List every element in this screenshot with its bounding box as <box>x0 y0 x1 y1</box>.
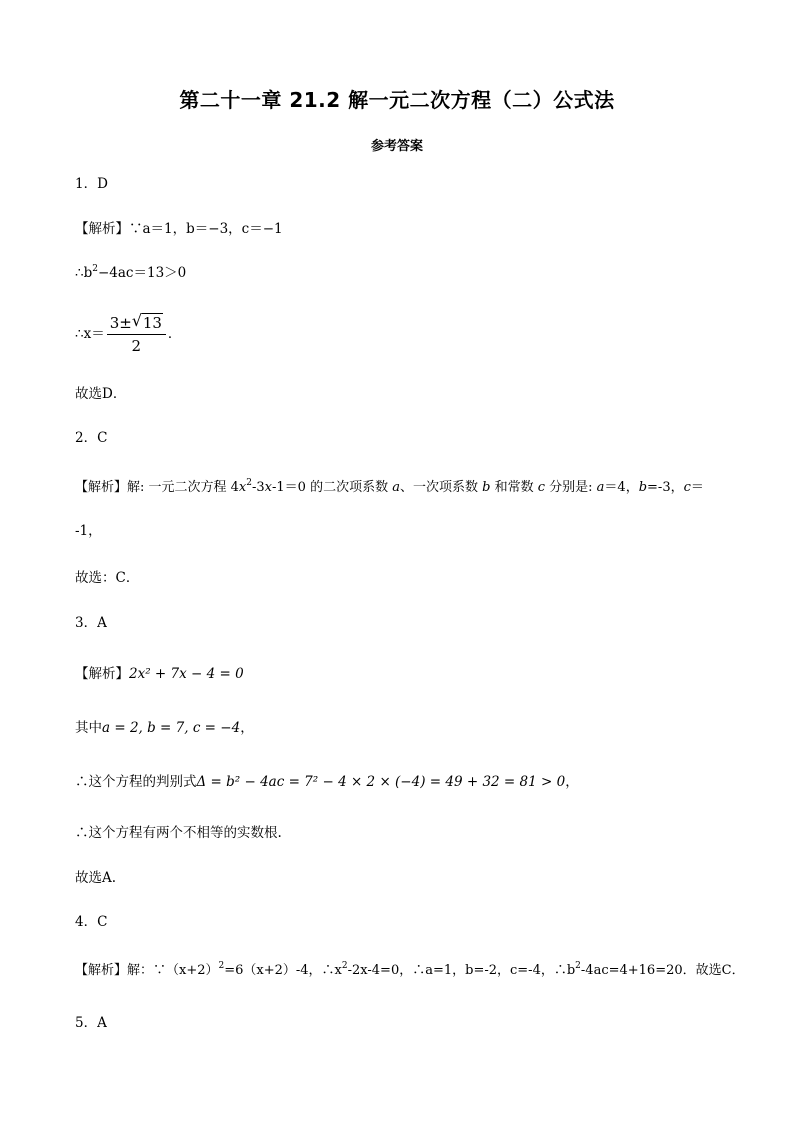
q3-disc-prefix: ∴这个方程的判别式 <box>75 774 197 790</box>
q1-root-suffix: ． <box>167 326 182 342</box>
q3-coeffs: a = 2, b = 7, c = −4 <box>102 720 241 736</box>
variable-b: b <box>482 480 491 495</box>
q1-disc-suffix: −4ac＝13＞0 <box>97 265 187 281</box>
fraction <box>107 311 166 355</box>
q2-text: 、一次项系数 <box>399 480 483 495</box>
q1-discriminant <box>75 263 186 283</box>
q4-answer: 4．C <box>75 914 108 930</box>
q3-coeffs-prefix: 其中 <box>75 720 102 736</box>
q4-text: -2x-4=0，∴a=1，b=-2，c=-4，∴b <box>347 963 576 978</box>
q3-roots: ∴这个方程有两个不相等的实数根. <box>75 825 282 841</box>
q2-answer: 2．C <box>75 430 108 446</box>
q3-equation: 2x² + 7x − 4 = 0 <box>129 666 244 682</box>
radicand: 13 <box>142 314 162 332</box>
q3-disc-formula: Δ = b² − 4ac = 7² − 4 × 2 × (−4) = 49 + 32 = 81 > 0 <box>196 774 566 790</box>
q1-given-values: ∵a＝1，b＝−3，c＝−1 <box>129 221 283 237</box>
analysis-label: 【解析】 <box>75 666 129 682</box>
q3-coefficients <box>75 718 254 738</box>
q1-root-prefix: ∴x＝ <box>75 326 105 342</box>
superscript: 2 <box>246 478 252 488</box>
q1-root-formula <box>75 311 182 355</box>
q3-equation-line <box>75 664 244 684</box>
q4-analysis <box>75 961 745 981</box>
page-title: 第二十一章 21.2 解一元二次方程（二）公式法 <box>179 88 615 112</box>
variable-c: c <box>683 480 691 495</box>
square-root: √ 13 <box>131 311 162 332</box>
variable-c: c <box>537 480 545 495</box>
superscript: 2 <box>218 961 225 971</box>
q2-text: ＝ <box>690 480 704 495</box>
page-subtitle: 参考答案 <box>370 139 423 154</box>
q3-conclusion: 故选A. <box>75 870 117 886</box>
superscript: 2 <box>341 961 348 971</box>
variable-b: b <box>638 480 648 495</box>
q2-text: 和常数 <box>490 480 538 495</box>
numerator-term: 3± <box>109 314 132 332</box>
variable-x: x <box>238 480 247 495</box>
q3-discriminant <box>75 772 579 792</box>
q2-text: -3 <box>252 480 265 495</box>
denominator: 2 <box>131 337 142 355</box>
variable-a: a <box>596 480 605 495</box>
analysis-label: 【解析】 <box>75 221 129 237</box>
q3-answer: 3．A <box>75 615 107 631</box>
q1-given <box>75 219 283 239</box>
q2-text: -1＝0 的二次项系数 <box>272 480 393 495</box>
q2-text: ＝4， <box>604 480 639 495</box>
superscript: 2 <box>92 264 98 274</box>
q1-conclusion: 故选D． <box>75 386 127 402</box>
q1-answer: 1．D <box>75 176 108 192</box>
q2-analysis-wrap: -1， <box>75 523 102 539</box>
q2-text: 分别是: <box>545 480 597 495</box>
variable-a: a <box>392 480 400 495</box>
q1-disc-prefix: ∴b <box>75 265 93 281</box>
q3-disc-suffix: ， <box>565 774 579 790</box>
q4-text: 【解析】解：∵（x+2） <box>75 963 219 978</box>
q2-text: 【解析】解: 一元二次方程 4 <box>75 480 239 495</box>
q3-coeffs-suffix: ， <box>240 720 254 736</box>
q5-answer: 5．A <box>75 1015 107 1031</box>
q4-text: =6（x+2）-4，∴x <box>224 963 342 978</box>
superscript: 2 <box>575 961 581 971</box>
q2-conclusion: 故选：C． <box>75 570 140 586</box>
q4-text: -4ac=4+16=20．故选C． <box>580 963 745 978</box>
variable-x: x <box>264 480 273 495</box>
q2-analysis <box>75 478 704 498</box>
q2-text: =-3， <box>647 480 684 495</box>
